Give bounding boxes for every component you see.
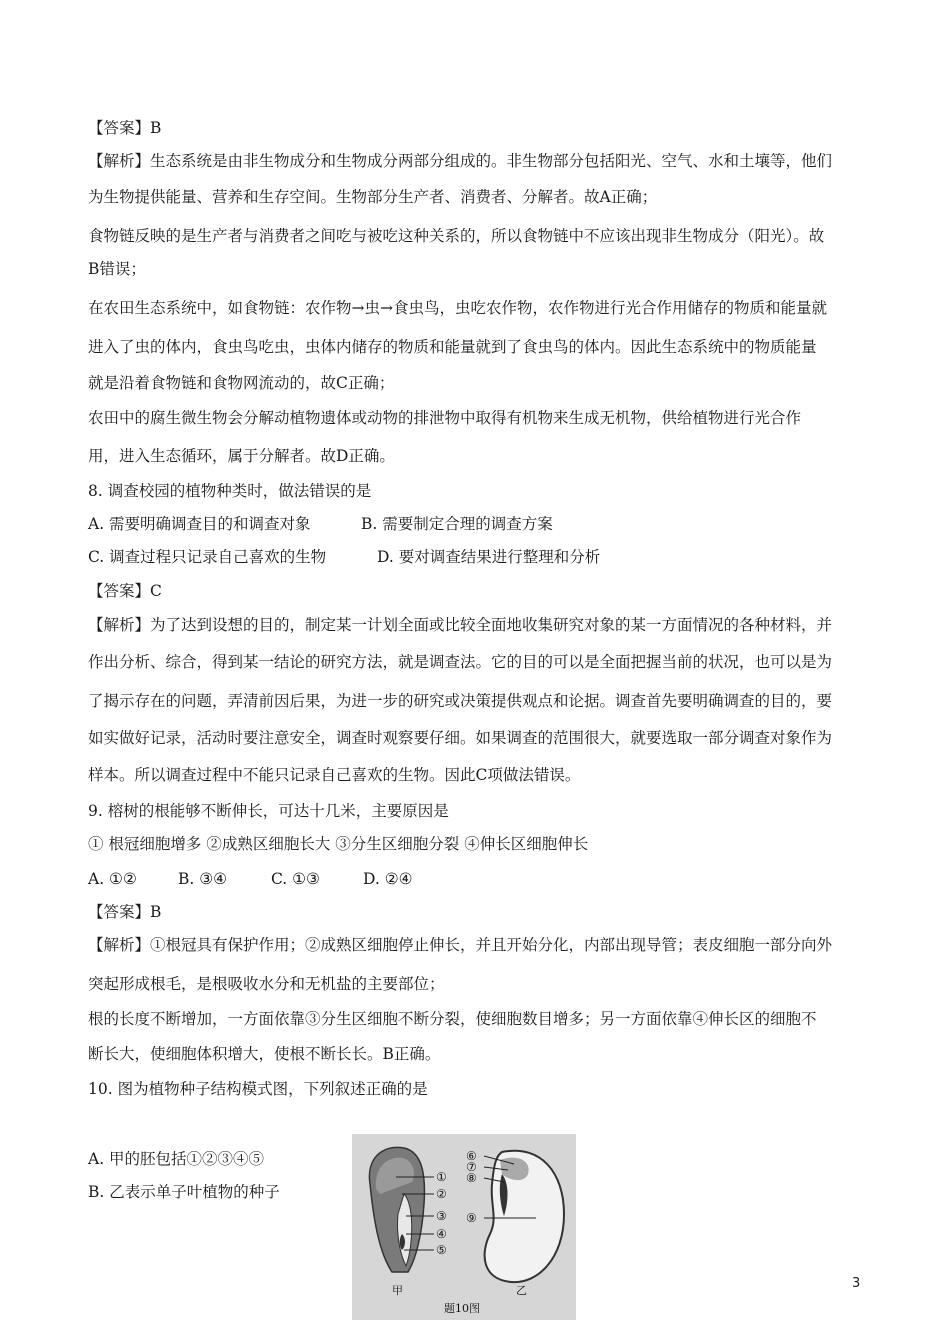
label-4: ④ bbox=[436, 1227, 447, 1241]
q10-option-a: A. 甲的胚包括①②③④⑤ bbox=[88, 1150, 265, 1168]
q7-analysis-line: 进入了虫的体内，食虫鸟吃虫，虫体内储存的物质和能量就到了食虫鸟的体内。因此生态系统中的物质能量 bbox=[88, 338, 817, 356]
q9-analysis-line: 断长大，使细胞体积增大，使根不断长长。B正确。 bbox=[88, 1045, 441, 1063]
label-3: ③ bbox=[436, 1209, 447, 1223]
q8-option-b: B. 需要制定合理的调查方案 bbox=[361, 515, 553, 533]
q9-analysis-line: 根的长度不断增加，一方面依靠③分生区细胞不断分裂，使细胞数目增多；另一方面依靠④伸长区的细胞不 bbox=[88, 1010, 817, 1028]
q9-option-d: D. ②④ bbox=[363, 870, 413, 888]
q9-stem: 9. 榕树的根能够不断伸长，可达十几米，主要原因是 bbox=[88, 802, 449, 820]
q8-option-d: D. 要对调查结果进行整理和分析 bbox=[377, 548, 601, 566]
caption-jia: 甲 bbox=[392, 1284, 403, 1297]
q8-stem: 8. 调查校园的植物种类时，做法错误的是 bbox=[88, 482, 372, 500]
q8-analysis-line: 如实做好记录，活动时要注意安全，调查时观察要仔细。如果调查的范围很大，就要选取一部分调查对象作为 bbox=[88, 729, 833, 747]
q10-stem: 10. 图为植物种子结构模式图，下列叙述正确的是 bbox=[88, 1080, 428, 1098]
q10-option-b: B. 乙表示单子叶植物的种子 bbox=[88, 1183, 280, 1201]
q9-analysis-line: 突起形成根毛，是根吸收水分和无机盐的主要部位； bbox=[88, 975, 445, 993]
q8-analysis-line: 了揭示存在的问题，弄清前因后果，为进一步的研究或决策提供观点和论据。调查首先要明确调查的目的，要 bbox=[88, 692, 833, 710]
seed-structure-figure bbox=[352, 1134, 576, 1320]
q8-option-c: C. 调查过程只记录自己喜欢的生物 bbox=[88, 548, 327, 566]
q9-items: ① 根冠细胞增多 ②成熟区细胞长大 ③分生区细胞分裂 ④伸长区细胞伸长 bbox=[88, 835, 589, 853]
label-5: ⑤ bbox=[436, 1243, 447, 1257]
q9-option-a: A. ①② bbox=[88, 870, 137, 888]
q7-analysis-line: 用，进入生态循环，属于分解者。故D正确。 bbox=[88, 447, 395, 465]
q9-option-b: B. ③④ bbox=[178, 870, 228, 888]
q8-analysis-line: 【解析】为了达到设想的目的，制定某一计划全面或比较全面地收集研究对象的某一方面情况的各种材料，并 bbox=[88, 616, 833, 634]
q7-answer: 【答案】B bbox=[88, 119, 162, 137]
label-7: ⑦ bbox=[466, 1160, 477, 1174]
label-9: ⑨ bbox=[466, 1211, 477, 1225]
q8-answer: 【答案】C bbox=[88, 582, 162, 600]
q8-option-a: A. 需要明确调查目的和调查对象 bbox=[88, 515, 311, 533]
q7-analysis-line: B错误； bbox=[88, 260, 146, 278]
label-1: ① bbox=[436, 1170, 447, 1184]
label-2: ② bbox=[436, 1187, 447, 1201]
q7-analysis-line: 为生物提供能量、营养和生存空间。生物部分生产者、消费者、分解者。故A正确； bbox=[88, 188, 658, 206]
seed-diagram bbox=[352, 1134, 576, 1320]
page-number: 3 bbox=[852, 1276, 861, 1291]
figure-caption: 题10图 bbox=[444, 1302, 480, 1315]
caption-yi: 乙 bbox=[516, 1284, 527, 1297]
q7-analysis-line: 在农田生态系统中，如食物链：农作物→虫→食虫鸟，虫吃农作物，农作物进行光合作用储存的物质和能量就 bbox=[88, 299, 827, 317]
q7-analysis-line: 农田中的腐生微生物会分解动植物遗体或动物的排泄物中取得有机物来生成无机物，供给植物进行光合作 bbox=[88, 409, 802, 427]
q9-analysis-line: 【解析】①根冠具有保护作用；②成熟区细胞停止伸长，并且开始分化，内部出现导管；表皮细胞一部分向外 bbox=[88, 936, 833, 954]
q7-analysis-line: 就是沿着食物链和食物网流动的，故C正确； bbox=[88, 374, 395, 392]
label-8: ⑧ bbox=[466, 1171, 477, 1185]
q8-analysis-line: 样本。所以调查过程中不能只记录自己喜欢的生物。因此C项做法错误。 bbox=[88, 766, 581, 784]
q8-analysis-line: 作出分析、综合，得到某一结论的研究方法，就是调查法。它的目的可以是全面把握当前的状况，也可以是为 bbox=[88, 653, 833, 671]
q7-analysis-line: 【解析】生态系统是由非生物成分和生物成分两部分组成的。非生物部分包括阳光、空气、水和土壤等，他们 bbox=[88, 152, 833, 170]
q7-analysis-line: 食物链反映的是生产者与消费者之间吃与被吃这种关系的，所以食物链中不应该出现非生物成分（阳光）。故 bbox=[88, 227, 825, 245]
q9-option-c: C. ①③ bbox=[271, 870, 320, 888]
label-6: ⑥ bbox=[466, 1149, 477, 1163]
q9-answer: 【答案】B bbox=[88, 903, 162, 921]
